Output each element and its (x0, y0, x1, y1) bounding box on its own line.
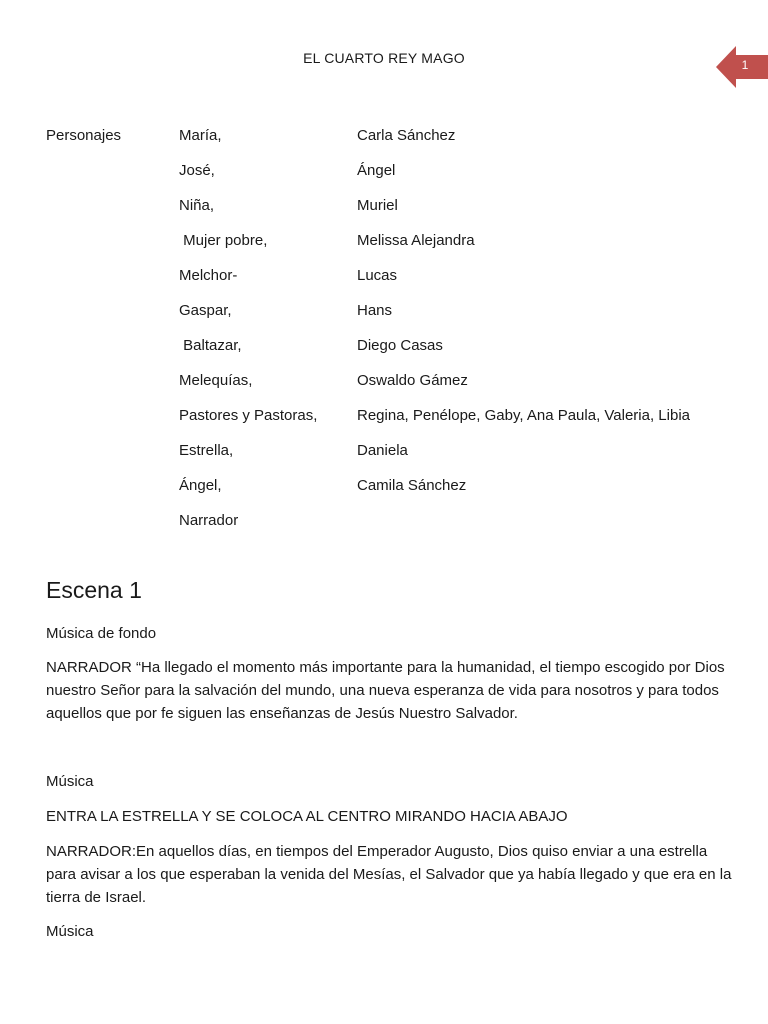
cast-actor: Diego Casas (357, 337, 443, 354)
cast-actor: Muriel (357, 197, 398, 214)
document-title: EL CUARTO REY MAGO (303, 50, 465, 66)
cast-role: Melchor- (179, 267, 238, 284)
cast-role: Baltazar, (179, 337, 242, 354)
cast-label: Personajes (46, 127, 122, 144)
cast-role: Niña, (179, 197, 215, 214)
narration-paragraph: NARRADOR “Ha llegado el momento más importante para la humanidad, el tiempo escogido por Dios nuestro Señor para la salvación del mundo, una nueva esperanza de vida para nosotros y para todos aquellos que por fe siguen las enseñanzas de Jesús Nuestro Salvador. (46, 659, 725, 722)
music-cue: Música (46, 923, 94, 940)
cast-role: Ángel, (179, 477, 222, 494)
cast-role: José, (179, 162, 215, 179)
cast-actor: Hans (357, 302, 393, 319)
cast-actor: Carla Sánchez (357, 127, 456, 144)
cast-actor: Regina, Penélope, Gaby, Ana Paula, Valeria, Libia (357, 407, 691, 424)
cast-actor: Daniela (357, 442, 408, 459)
stage-direction: ENTRA LA ESTRELLA Y SE COLOCA AL CENTRO MIRANDO HACIA ABAJO (46, 808, 568, 825)
cast-role: Pastores y Pastoras, (179, 407, 318, 424)
cast-actor: Oswaldo Gámez (357, 372, 468, 389)
cast-role: Mujer pobre, (179, 232, 268, 249)
cast-role: Estrella, (179, 442, 234, 459)
cast-actor: Camila Sánchez (357, 477, 467, 494)
page-number: 1 (741, 58, 749, 72)
page-number-badge (716, 46, 768, 88)
cast-actor: Ángel (357, 162, 396, 179)
cast-role: María, (179, 127, 222, 144)
cast-actor: Melissa Alejandra (357, 232, 475, 249)
music-cue: Música de fondo (46, 625, 157, 642)
scene-heading: Escena 1 (46, 577, 142, 603)
narration-paragraph: NARRADOR:En aquellos días, en tiempos del Emperador Augusto, Dios quiso enviar a una estrella para avisar a los que esperaban la venida del Mesías, el Salvador que ya había llegado y que era en la tierra de Israel. (46, 843, 732, 906)
music-cue: Música (46, 773, 94, 790)
cast-role: Gaspar, (179, 302, 232, 319)
cast-role: Narrador (179, 512, 239, 529)
cast-role: Melequías, (179, 372, 253, 389)
cast-actor: Lucas (357, 267, 398, 284)
